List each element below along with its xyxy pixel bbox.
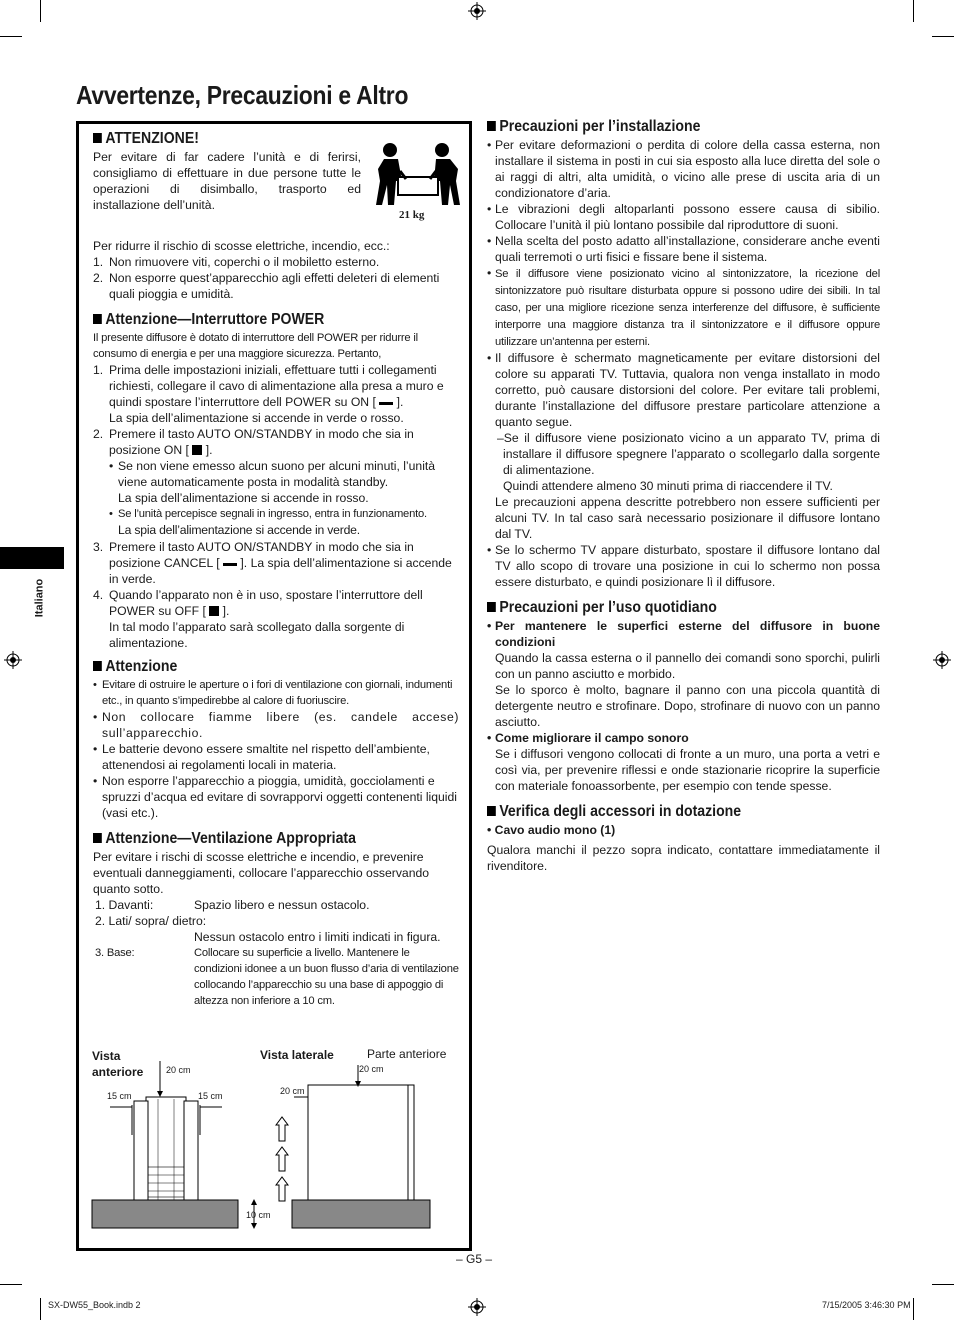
crop-mark [932, 1284, 954, 1285]
registration-mark-icon [468, 1298, 486, 1316]
footer-timestamp: 7/15/2005 3:46:30 PM [822, 1300, 911, 1310]
right-column [487, 117, 880, 874]
list-item: 1. Non rimuovere viti, coperchi o il mobiletto esterno. [93, 255, 380, 269]
front-part-label: Parte anteriore [367, 1047, 447, 1061]
registration-mark-icon [933, 651, 951, 669]
switch-on-icon [379, 394, 393, 405]
list-item: 1. Davanti: Spazio libero e nessun ostacolo. [95, 898, 370, 912]
section-heading-attenzione: ATTENZIONE! [93, 129, 415, 149]
two-people-carrying-icon [370, 141, 466, 207]
dimension-label: 20 cm [166, 1065, 191, 1075]
registration-mark-icon [4, 651, 22, 669]
list-item: • Come migliorare il campo sonoro [487, 731, 689, 745]
front-view-label: Vista anteriore [92, 1049, 144, 1079]
square-bullet-icon [93, 833, 102, 843]
list-item: • Se non viene emesso alcun suono per alcuni minuti, l’unità viene automaticamente posta in modalità standby. La spia dell’alimentazione si accende in rosso. [109, 459, 436, 505]
dimension-label: 15 cm [198, 1091, 223, 1101]
shock-intro: Per ridurre il rischio di scosse elettriche, incendio, ecc.: [93, 239, 390, 253]
list-item: 3. Premere il tasto AUTO ON/STANDBY in modo che sia in posizione CANCEL [ ]. La spia dell’alimentazione si accende in verde. [93, 540, 452, 586]
power-intro: Il presente diffusore è dotato di interruttore dell POWER per ridurre il consumo di energia e per una maggiore sicurezza. Pertanto, [93, 332, 418, 360]
language-label-container [32, 580, 50, 620]
page-title: Avvertenze, Precauzioni e Altro [76, 80, 409, 110]
list-item: • Evitare di ostruire le aperture o i fori di ventilazione con giornali, indumenti etc., in quanto s’impedirebbe al calore di fuoriuscire. [93, 679, 453, 707]
list-item: 2. Non esporre quest’apparecchio agli effetti deleteri di elementi quali pioggia e umidità. [93, 271, 440, 301]
button-pressed-icon [192, 445, 202, 455]
list-item: • Se il diffusore viene posizionato vicino al sintonizzatore, la ricezione del sintonizzatore può risultare disturbata oppure si possono udire dei sibili. In tal caso, per una migliore ricezione senza interferenze del diffusore, è sufficiente interporre una maggiore distanza tra il sintonizzatore e il diffusore oppure utilizzare un’antenna per esterni. [487, 266, 880, 348]
page-number: – G5 – [456, 1252, 493, 1266]
list-item: • Non collocare fiamme libere (es. candele accese) sull’apparecchio. [93, 710, 459, 740]
section-heading-installazione: Precauzioni per l’installazione [487, 117, 833, 137]
list-item: • Per evitare deformazioni o perdita di colore della cassa esterna, non installare il sistema in posti in cui sia esposto alla luce diretta del sole o ai raggi di altri, alta umidità, o vicino alle prese di uscita aria di un condizionatore d’aria. [487, 138, 880, 200]
list-item: • Per mantenere le superfici esterne del diffusore in buone condizioni [487, 619, 880, 649]
side-view-label: Vista laterale [260, 1048, 334, 1062]
list-item: • Il diffusore è schermato magneticamente per evitare distorsioni del colore su apparati TV. Tuttavia, qualora non venga installato in modo corretto, può causare distorsioni del colore. Per evitare tali problemi, durante l’installazione del diffusore prestare particolare attenzione a quanto segue. [487, 351, 880, 429]
paragraph: Qualora manchi il pezzo sopra indicato, contattare immediatamente il rivenditore. [487, 843, 880, 873]
square-bullet-icon [487, 806, 496, 816]
button-cancel-icon [223, 555, 237, 566]
list-item: • Non esporre l’apparecchio a pioggia, umidità, gocciolamenti e spruzzi d’acqua ed evitare di sovrapporvi oggetti contenenti liquidi (vasi etc.). [93, 774, 458, 820]
paragraph: Se i diffusori vengono collocati di fronte a un muro, una porta a vetri e così via, per prevenire riflessi e onde stazionarie ricoprire la superficie con materiale fonoassorbente, per esempio con tende spesse. [495, 747, 880, 793]
dimension-label: 20 cm [359, 1064, 384, 1074]
list-item: Quindi attendere almeno 30 minuti prima di riaccendere il TV. [503, 479, 833, 493]
registration-mark-icon [468, 2, 486, 20]
crop-mark [932, 36, 954, 37]
list-item: 2. Lati/ sopra/ dietro: [95, 914, 207, 928]
section-heading-accessori: Verifica degli accessori in dotazione [487, 802, 833, 822]
switch-off-icon [209, 606, 219, 616]
list-item: • Se lo schermo TV appare disturbato, spostare il diffusore lontano dal TV allo scopo di trovare una posizione in cui lo schermo non possa essere disturbato, e quindi posizionare lì il diffusore. [487, 543, 880, 589]
square-bullet-icon [93, 133, 102, 143]
list-item: 1. Prima delle impostazioni iniziali, effettuare tutti i collegamenti richiesti, collegare il cavo di alimentazione alla presa a muro e quindi spostare l’interruttore dell POWER su ON [ ]. La spia dell’alimentazione si accende in verde o rosso. [93, 363, 444, 425]
list-item: • Le batterie devono essere smaltite nel rispetto dell’ambiente, attenendosi ai regolamenti locali in materia. [93, 742, 430, 772]
square-bullet-icon [93, 661, 102, 671]
list-item: –Se il diffusore viene posizionato vicino a un apparato TV, prima di installare il diffusore spegnere l’apparato o scollegarlo dalla sorgente di alimentazione. [497, 431, 880, 477]
language-tab [0, 547, 64, 569]
list-item: • Le vibrazioni degli altoparlanti possono essere causa di sibilio. Collocare l’unità il più lontano possibile dal riproduttore di suoni. [487, 202, 880, 232]
paragraph: Se lo sporco è molto, bagnare il panno con una piccola quantità di detergente neutro e strofinare. Dopo, strofinare di nuovo con un panno asciutto. [495, 683, 880, 729]
section-heading-quotidiano: Precauzioni per l’uso quotidiano [487, 598, 833, 618]
list-item: • Nella scelta del posto adatto all’installazione, considerare anche eventi quali terremoti o urti fisici e fissare bene il sistema. [487, 234, 880, 264]
installazione-note: Le precauzioni appena descritte potrebbero non essere sufficienti per alcuni TV. In tal caso sarà necessario posizionare il diffusore lontano dal TV. [495, 495, 880, 541]
square-bullet-icon [487, 602, 496, 612]
ventilazione-intro: Per evitare i rischi di scosse elettriche e incendio, e prevenire eventuali danneggiamenti, collocare l’apparecchio osservando quanto sotto. [93, 850, 430, 896]
crop-mark [40, 0, 41, 22]
crop-mark [913, 0, 914, 22]
dimension-label: 20 cm [280, 1086, 305, 1096]
crop-mark [0, 36, 22, 37]
list-item: 4. Quando l’apparato non è in uso, spostare l’interruttore dell POWER su OFF [ ]. In tal modo l’apparato sarà scollegato dalla sorgente di alimentazione. [93, 588, 423, 650]
language-label: Italiano [33, 578, 46, 618]
list-item: Nessun ostacolo entro i limiti indicati in figura. [194, 930, 441, 944]
accessory-item: • Cavo audio mono (1) [487, 823, 616, 837]
square-bullet-icon [93, 314, 102, 324]
list-item: 2. Premere il tasto AUTO ON/STANDBY in modo che sia in posizione ON [ ]. [93, 427, 414, 457]
section-heading-power: Attenzione—Interruttore POWER [93, 310, 415, 330]
section-heading-attenzione2: Attenzione [93, 657, 415, 677]
crop-mark [40, 1298, 41, 1320]
paragraph: Quando la cassa esterna o il pannello dei comandi sono sporchi, pulirli con un panno asciutto e morbido. [495, 651, 880, 681]
dimension-label: 15 cm [107, 1091, 132, 1101]
footer-file: SX-DW55_Book.indb 2 [48, 1300, 141, 1310]
square-bullet-icon [487, 121, 496, 131]
crop-mark [913, 1298, 914, 1320]
attenzione-intro: Per evitare di far cadere l’unità e di ferirsi, consigliamo di effettuare in due persone tutte le operazioni di disimballo, trasporto ed installazione dell’unità. [93, 150, 361, 212]
weight-label: 21 kg [399, 209, 425, 221]
list-item: 3. Base: Collocare su superficie a livello. Mantenere le condizioni idonee a un buon flusso d’aria di ventilazione collocando l’apparecchio su una base di appoggio di altezza non inferiore a 10 cm. [95, 947, 459, 1007]
dimension-label: 10 cm [246, 1210, 271, 1220]
section-heading-ventilazione: Attenzione—Ventilazione Appropriata [93, 829, 415, 849]
list-item: • Se l’unità percepisce segnali in ingresso, entra in funzionamento. La spia dell’alimentazione si accende in verde. [109, 508, 427, 537]
left-column [93, 129, 459, 1009]
crop-mark [0, 1284, 22, 1285]
